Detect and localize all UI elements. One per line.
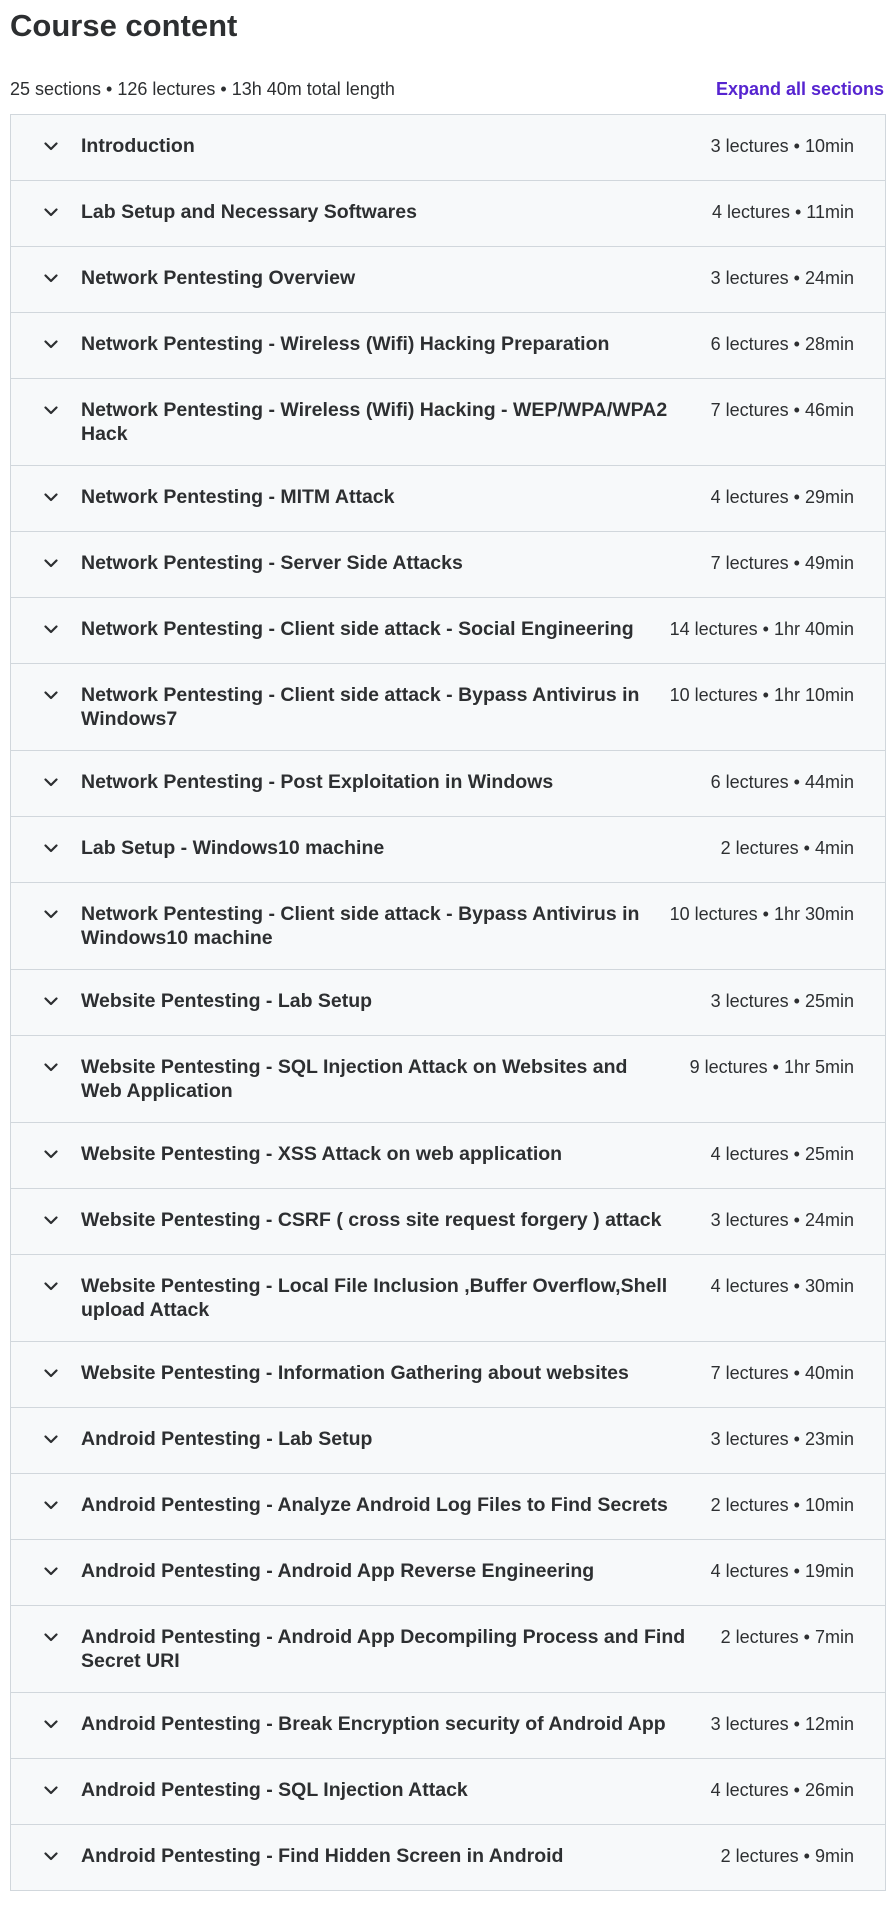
section-title: Network Pentesting Overview <box>81 267 356 289</box>
section-title: Introduction <box>81 135 195 157</box>
section-meta: 6 lectures • 28min <box>710 334 854 354</box>
chevron-down-icon <box>43 1361 59 1385</box>
section-meta: 4 lectures • 26min <box>710 1780 854 1800</box>
section-title: Network Pentesting - Client side attack - Bypass Antivirus in Windows7 <box>81 684 640 730</box>
section-header[interactable] <box>11 1342 885 1408</box>
section-title: Network Pentesting - Post Exploitation in Windows <box>81 771 554 793</box>
section-header[interactable] <box>11 532 885 598</box>
chevron-down-icon <box>43 836 59 860</box>
section-header[interactable] <box>11 817 885 883</box>
section-title: Website Pentesting - CSRF ( cross site request forgery ) attack <box>81 1209 662 1231</box>
chevron-down-icon <box>43 266 59 290</box>
page-title: Course content <box>10 8 238 43</box>
chevron-down-icon <box>43 485 59 509</box>
section-title: Android Pentesting - SQL Injection Attack <box>81 1779 468 1801</box>
chevron-down-icon <box>43 1493 59 1517</box>
section-meta: 10 lectures • 1hr 10min <box>669 685 854 705</box>
section-meta: 3 lectures • 23min <box>710 1429 854 1449</box>
section-header[interactable] <box>11 1255 885 1342</box>
section-title: Website Pentesting - XSS Attack on web application <box>81 1143 563 1165</box>
section-header[interactable] <box>11 883 885 970</box>
section-title: Website Pentesting - Information Gathering about websites <box>81 1362 629 1384</box>
section-header[interactable] <box>11 751 885 817</box>
section-header[interactable] <box>11 247 885 313</box>
section-meta: 14 lectures • 1hr 40min <box>669 619 854 639</box>
section-header[interactable] <box>11 379 885 466</box>
section-header[interactable] <box>11 1474 885 1540</box>
section-header[interactable] <box>11 181 885 247</box>
section-header[interactable] <box>11 1189 885 1255</box>
section-header[interactable] <box>11 1408 885 1474</box>
section-header[interactable] <box>11 1825 885 1891</box>
section-meta: 6 lectures • 44min <box>710 772 854 792</box>
chevron-down-icon <box>43 617 59 641</box>
chevron-down-icon <box>43 1055 59 1079</box>
section-title: Android Pentesting - Analyze Android Log Files to Find Secrets <box>81 1494 668 1516</box>
section-meta: 4 lectures • 25min <box>710 1144 854 1164</box>
section-title: Android Pentesting - Break Encryption security of Android App <box>81 1713 666 1735</box>
section-title: Website Pentesting - SQL Injection Attack on Websites and Web Application <box>81 1056 628 1102</box>
section-title: Website Pentesting - Local File Inclusion ,Buffer Overflow,Shell upload Attack <box>81 1275 668 1321</box>
section-meta: 3 lectures • 24min <box>710 268 854 288</box>
section-title: Lab Setup and Necessary Softwares <box>81 201 417 223</box>
chevron-down-icon <box>43 134 59 158</box>
chevron-down-icon <box>43 1712 59 1736</box>
chevron-down-icon <box>43 770 59 794</box>
section-meta: 7 lectures • 40min <box>710 1363 854 1383</box>
section-header[interactable] <box>11 466 885 532</box>
chevron-down-icon <box>43 683 59 707</box>
section-header[interactable] <box>11 1759 885 1825</box>
section-meta: 4 lectures • 19min <box>710 1561 854 1581</box>
section-meta: 4 lectures • 11min <box>711 202 854 222</box>
section-meta: 7 lectures • 46min <box>710 400 854 420</box>
section-meta: 3 lectures • 10min <box>710 136 854 156</box>
section-meta: 2 lectures • 4min <box>720 838 854 858</box>
section-title: Website Pentesting - Lab Setup <box>81 990 373 1012</box>
chevron-down-icon <box>43 1625 59 1649</box>
section-header[interactable] <box>11 598 885 664</box>
section-header[interactable] <box>11 1606 885 1693</box>
chevron-down-icon <box>43 1559 59 1583</box>
section-title: Android Pentesting - Find Hidden Screen in Android <box>81 1845 564 1867</box>
section-title: Lab Setup - Windows10 machine <box>81 837 385 859</box>
chevron-down-icon <box>43 398 59 422</box>
section-title: Network Pentesting - MITM Attack <box>81 486 395 508</box>
chevron-down-icon <box>43 1778 59 1802</box>
section-meta: 2 lectures • 9min <box>720 1846 854 1866</box>
section-header[interactable] <box>11 1123 885 1189</box>
chevron-down-icon <box>43 1274 59 1298</box>
chevron-down-icon <box>43 332 59 356</box>
chevron-down-icon <box>43 1208 59 1232</box>
section-header[interactable] <box>11 664 885 751</box>
chevron-down-icon <box>43 902 59 926</box>
section-meta: 3 lectures • 12min <box>710 1714 854 1734</box>
section-header[interactable] <box>11 115 885 181</box>
section-meta: 7 lectures • 49min <box>710 553 854 573</box>
chevron-down-icon <box>43 1844 59 1868</box>
section-meta: 9 lectures • 1hr 5min <box>689 1057 854 1077</box>
chevron-down-icon <box>43 989 59 1013</box>
section-meta: 10 lectures • 1hr 30min <box>669 904 854 924</box>
course-summary-bar <box>10 76 884 102</box>
section-title: Android Pentesting - Lab Setup <box>81 1428 373 1450</box>
chevron-down-icon <box>43 1427 59 1451</box>
section-meta: 3 lectures • 25min <box>710 991 854 1011</box>
section-list <box>10 114 886 1891</box>
section-title: Android Pentesting - Android App Decompiling Process and Find Secret URI <box>81 1626 686 1672</box>
section-title: Network Pentesting - Client side attack - Social Engineering <box>81 618 634 640</box>
section-header[interactable] <box>11 1036 885 1123</box>
chevron-down-icon <box>43 1142 59 1166</box>
section-header[interactable] <box>11 1693 885 1759</box>
section-header[interactable] <box>11 1540 885 1606</box>
section-header[interactable] <box>11 313 885 379</box>
expand-all-sections-button[interactable]: Expand all sections <box>715 79 884 99</box>
section-meta: 4 lectures • 30min <box>710 1276 854 1296</box>
section-title: Network Pentesting - Server Side Attacks <box>81 552 463 574</box>
course-summary: 25 sections • 126 lectures • 13h 40m total length <box>10 79 395 99</box>
chevron-down-icon <box>43 200 59 224</box>
section-title: Network Pentesting - Wireless (Wifi) Hacking - WEP/WPA/WPA2 Hack <box>81 399 668 445</box>
section-title: Network Pentesting - Wireless (Wifi) Hacking Preparation <box>81 333 610 355</box>
section-meta: 4 lectures • 29min <box>710 487 854 507</box>
section-meta: 2 lectures • 7min <box>720 1627 854 1647</box>
section-meta: 3 lectures • 24min <box>710 1210 854 1230</box>
section-meta: 2 lectures • 10min <box>710 1495 854 1515</box>
chevron-down-icon <box>43 551 59 575</box>
section-title: Network Pentesting - Client side attack - Bypass Antivirus in Windows10 machine <box>81 903 640 949</box>
section-title: Android Pentesting - Android App Reverse Engineering <box>81 1560 595 1582</box>
section-header[interactable] <box>11 970 885 1036</box>
